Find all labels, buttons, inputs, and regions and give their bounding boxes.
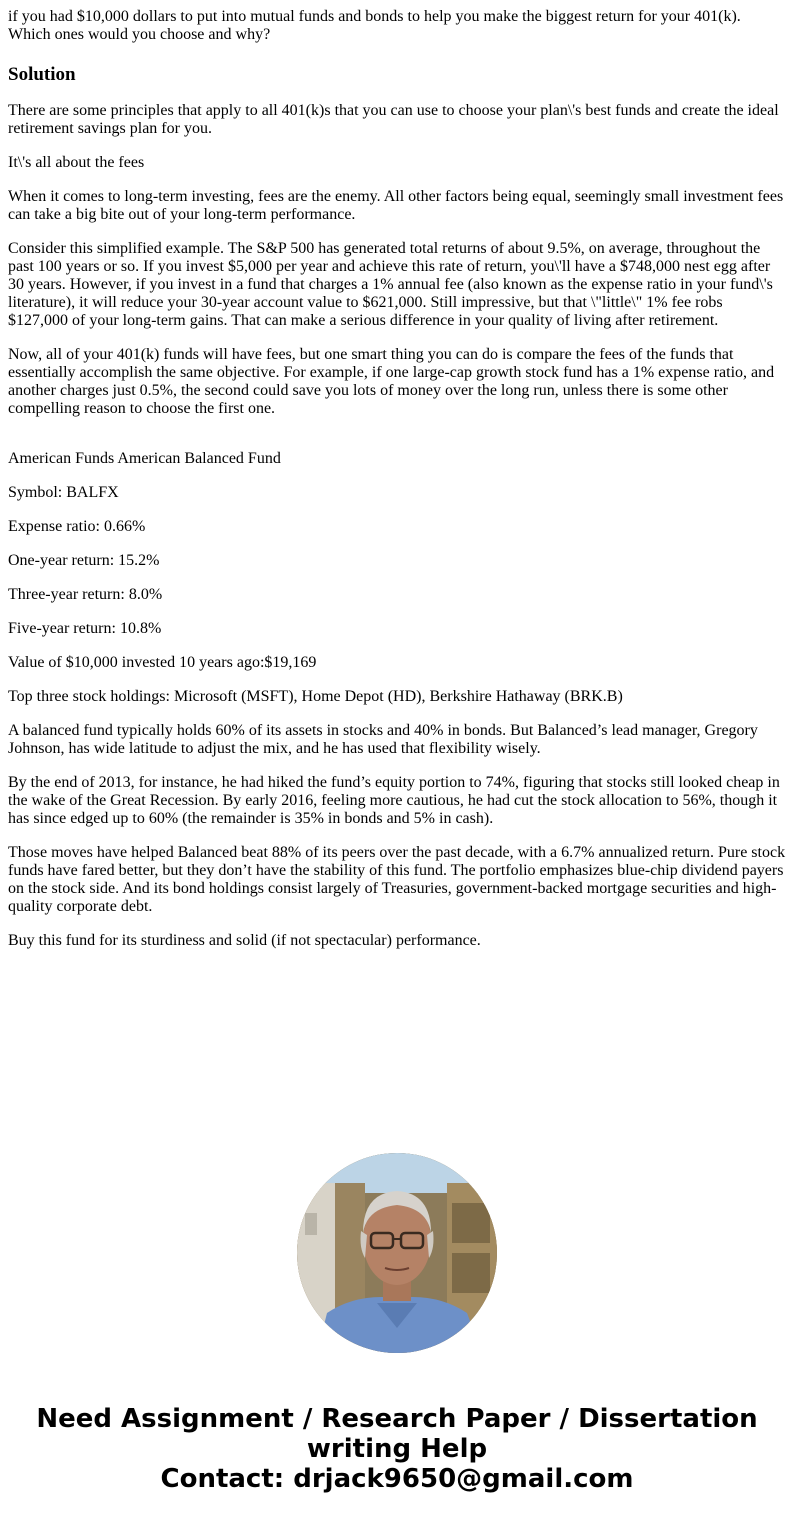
paragraph: There are some principles that apply to all 401(k)s that you can use to choose your plan\'s best funds and create the ideal retirement savings plan for you. [8,102,779,137]
paragraph: A balanced fund typically holds 60% of its assets in stocks and 40% in bonds. But Balanced’s lead manager, Gregory Johnson, has wide latitude to adjust the mix, and he has used that flexibility wisely. [8,722,758,757]
author-avatar [297,1153,497,1353]
promo-line: Need Assignment / Research Paper / Dissertation [36,1404,758,1434]
spacer [8,418,786,434]
article [8,8,786,950]
fund-expense-ratio: Expense ratio: 0.66% [8,518,146,535]
fund-name: American Funds American Balanced Fund [8,450,281,467]
fund-three-year-return: Three-year return: 8.0% [8,586,163,603]
fees-subheading: It\'s all about the fees [8,154,145,171]
paragraph: By the end of 2013, for instance, he had hiked the fund’s equity portion to 74%, figuring that stocks still looked cheap in the wake of the Great Recession. By early 2016, feeling more cautious, he had cut the stock allocation to 56%, though it has since edged up to 60% (the remainder is 35% in bonds and 5% in cash). [8,774,780,827]
promo-banner [0,1404,794,1494]
paragraph: When it comes to long-term investing, fees are the enemy. All other factors being equal, seemingly small investment fees can take a big bite out of your long-term performance. [8,188,784,223]
fund-top-holdings: Top three stock holdings: Microsoft (MSFT), Home Depot (HD), Berkshire Hathaway (BRK.B) [8,688,623,705]
paragraph: Buy this fund for its sturdiness and solid (if not spectacular) performance. [8,932,481,949]
paragraph: Those moves have helped Balanced beat 88% of its peers over the past decade, with a 6.7% annualized return. Pure stock funds have fared better, but they don’t have the stability of this fund. The portfolio emphasizes blue-chip dividend payers on the stock side. And its bond holdings consist largely of Treasuries, government-backed mortgage securities and high-quality corporate debt. [8,844,786,915]
promo-contact: Contact: drjack9650@gmail.com [160,1464,634,1494]
fund-value-10k: Value of $10,000 invested 10 years ago:$19,169 [8,654,317,671]
paragraph: Consider this simplified example. The S&P 500 has generated total returns of about 9.5%, on average, throughout the past 100 years or so. If you invest $5,000 per year and achieve this rate of return, you\'ll have a $748,000 nest egg after 30 years. However, if you invest in a fund that charges a 1% annual fee (also known as the expense ratio in your fund\'s literature), it will reduce your 30-year account value to $621,000. Still impressive, but that \"little\" 1% fee robs $127,000 of your long-term gains. That can make a serious difference in your quality of living after retirement. [8,240,773,329]
fund-five-year-return: Five-year return: 10.8% [8,620,162,637]
question-text: if you had $10,000 dollars to put into mutual funds and bonds to help you make the biggest return for your 401(k). Which ones would you choose and why? [8,8,741,43]
solution-heading: Solution [8,64,76,85]
author-portrait-icon [297,1153,497,1353]
fund-one-year-return: One-year return: 15.2% [8,552,160,569]
paragraph: Now, all of your 401(k) funds will have fees, but one smart thing you can do is compare the fees of the funds that essentially accomplish the same objective. For example, if one large-cap growth stock fund has a 1% expense ratio, and another charges just 0.5%, the second could save you lots of money over the long run, unless there is some other compelling reason to choose the first one. [8,346,775,417]
fund-symbol: Symbol: BALFX [8,484,119,501]
promo-line: writing Help [306,1434,488,1464]
